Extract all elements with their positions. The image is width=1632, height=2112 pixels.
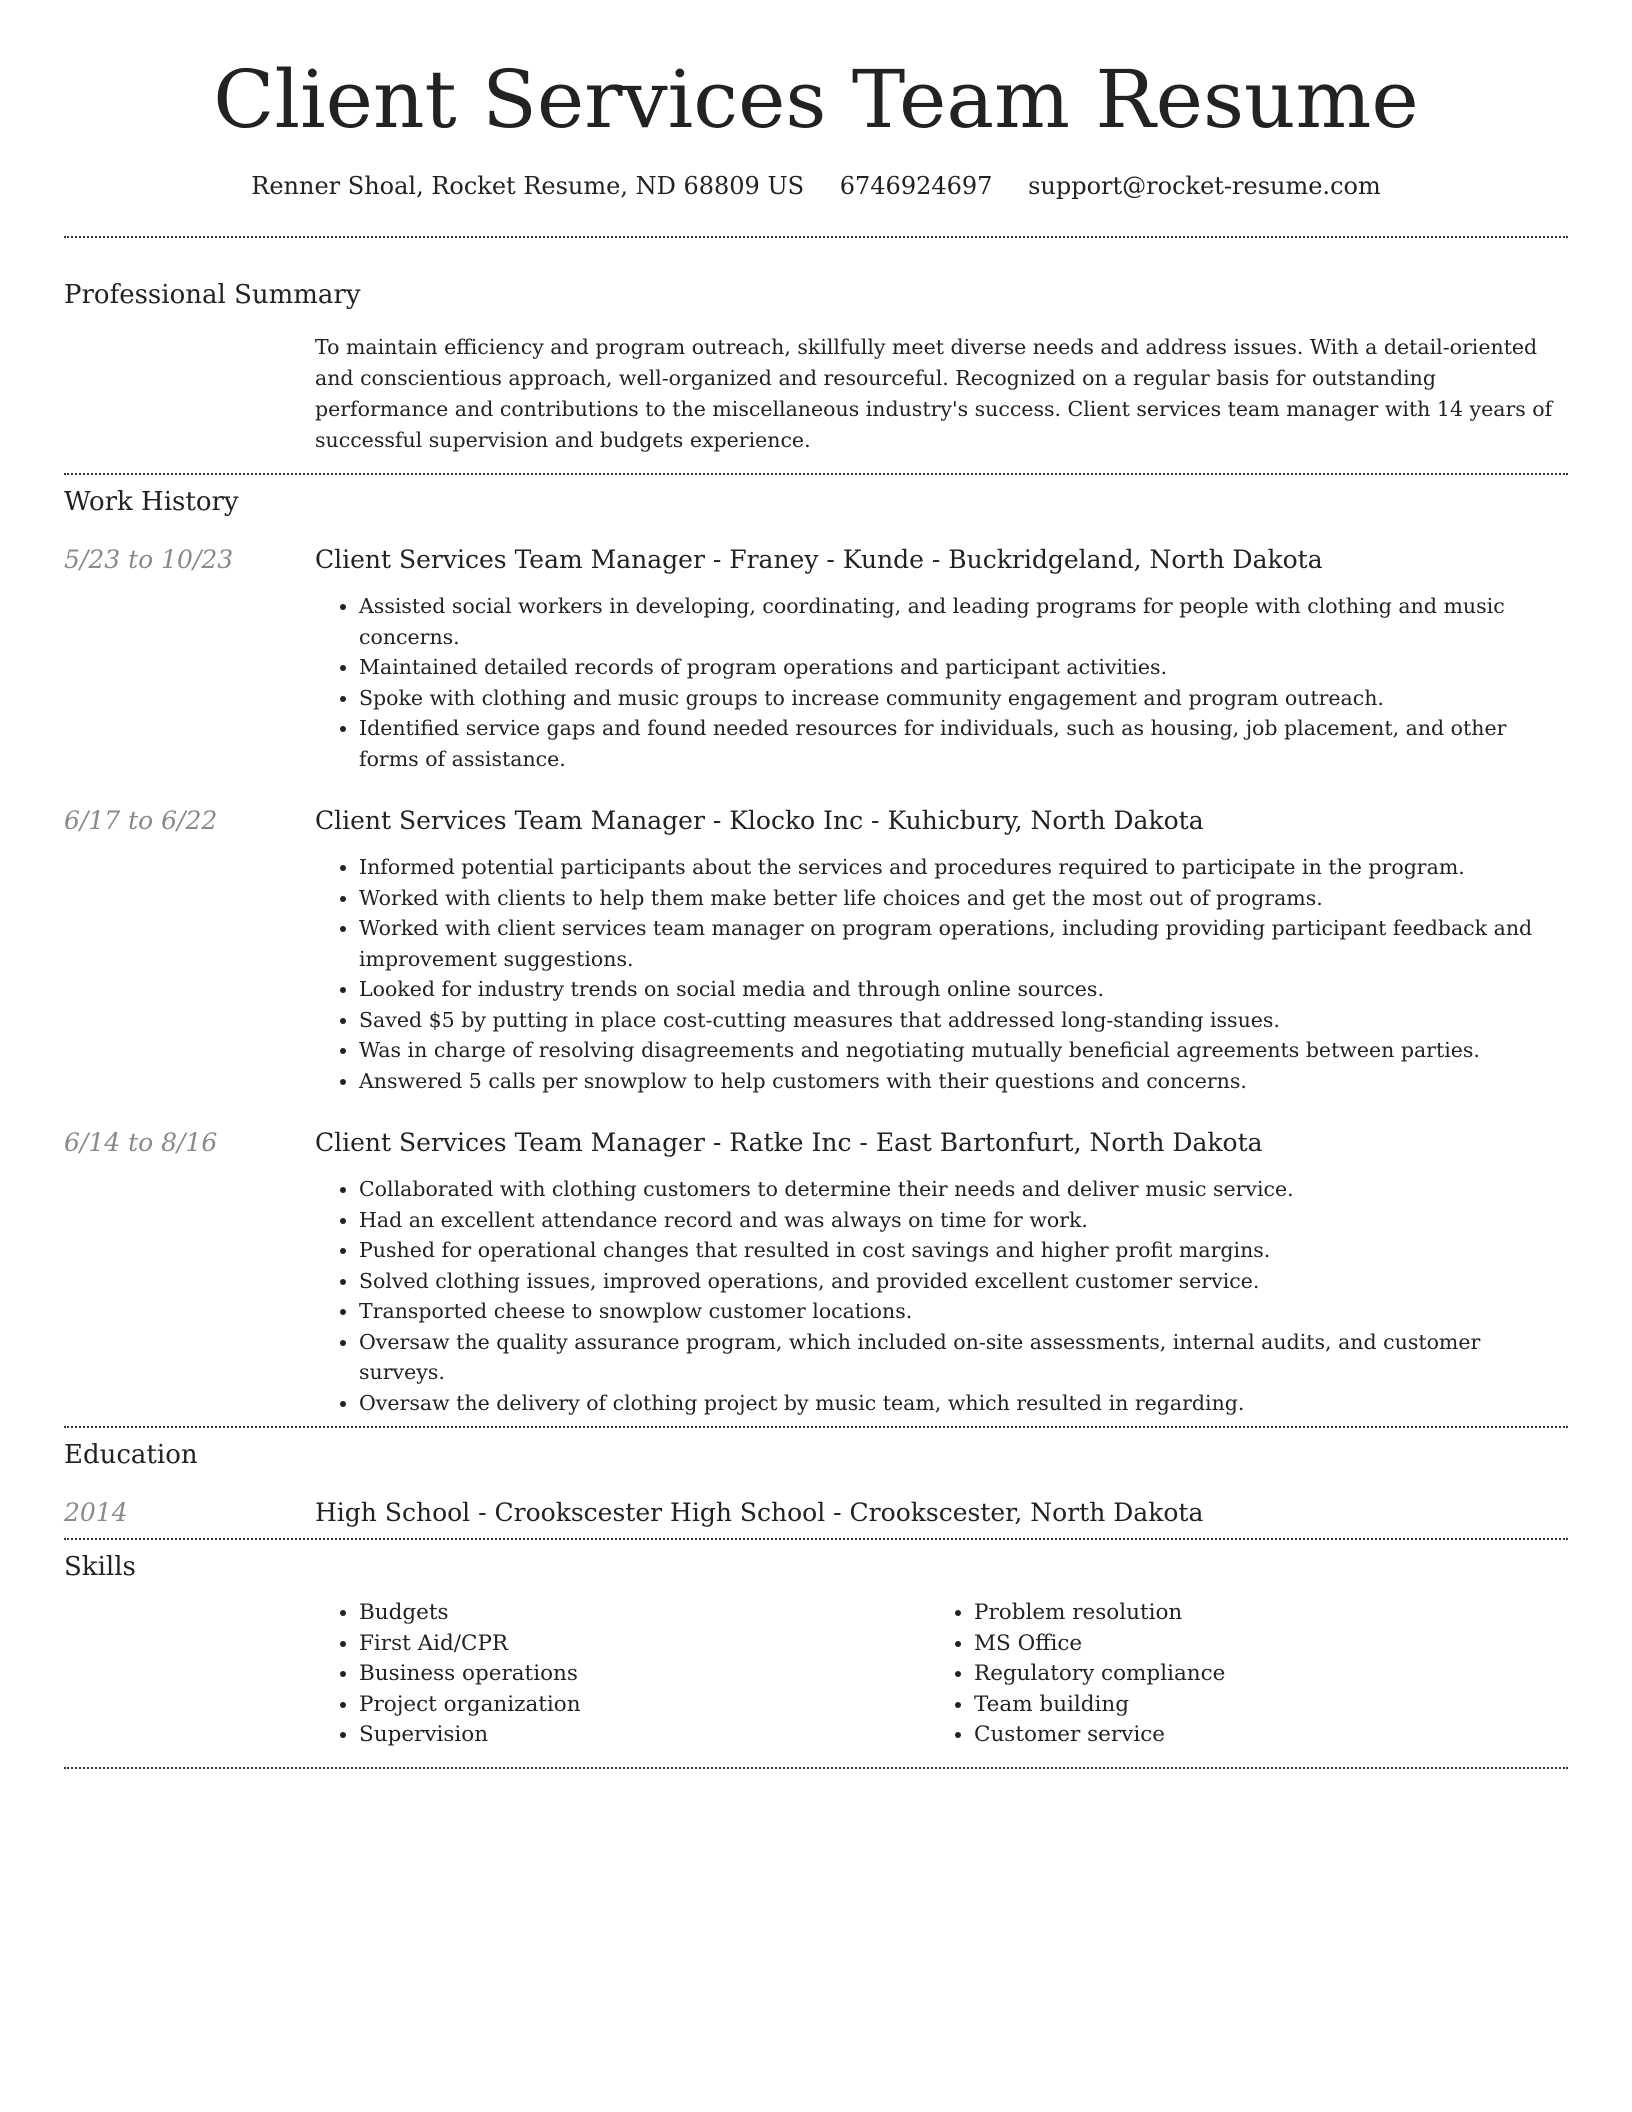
list-item: • Maintained detailed records of program operations and participant activities. [359,652,1568,683]
list-item: • Supervision [359,1720,930,1751]
skills-list-right [930,1598,1545,1751]
list-item: • Identified service gaps and found needed resources for individuals, such as housing, job placement, and other forms of assistance. [359,713,1568,774]
job-title: Client Services Team Manager - Klocko Inc - Kuhicbury, North Dakota [315,806,1204,835]
list-item: • Budgets [359,1598,930,1629]
contact-email: support@rocket-resume.com [1028,172,1381,200]
list-item: • Collaborated with clothing customers to determine their needs and deliver music service. [359,1174,1568,1205]
resume-title: Client Services Team Resume [213,53,1419,146]
list-item: • Team building [974,1690,1545,1721]
education-entry [64,1496,1568,1530]
work-heading: Work History [64,487,239,517]
education-heading: Education [64,1440,198,1470]
education-title: High School - Crookscester High School - Crookscester, North Dakota [315,1498,1204,1527]
divider [64,1426,1568,1428]
job-body [315,1126,1568,1418]
list-item: • Saved $5 by putting in place cost-cutting measures that addressed long-standing issues. [359,1005,1568,1036]
list-item: • Oversaw the delivery of clothing project by music team, which resulted in regarding. [359,1388,1568,1419]
list-item: • Was in charge of resolving disagreements and negotiating mutually beneficial agreements between parties. [359,1035,1568,1066]
list-item: • Had an excellent attendance record and was always on time for work. [359,1205,1568,1236]
skills-section [64,1550,1568,1751]
list-item: • Transported cheese to snowplow customer locations. [359,1296,1568,1327]
job-date: 6/14 to 8/16 [64,1128,218,1157]
job-date: 6/17 to 6/22 [64,806,218,835]
contact-line [64,170,1568,202]
job-entry [64,1126,1568,1418]
contact-address: Renner Shoal, Rocket Resume, ND 68809 US [251,172,805,200]
contact-phone: 6746924697 [839,172,993,200]
job-entry [64,804,1568,1096]
job-title: Client Services Team Manager - Ratke Inc - East Bartonfurt, North Dakota [315,1128,1263,1157]
list-item: • Pushed for operational changes that resulted in cost savings and higher profit margins. [359,1235,1568,1266]
education-date: 2014 [64,1498,128,1527]
summary-section [64,278,1568,456]
job-date: 5/23 to 10/23 [64,545,234,574]
list-item: • Spoke with clothing and music groups to increase community engagement and program outreach. [359,683,1568,714]
job-body [315,804,1568,1096]
list-item: • Customer service [974,1720,1545,1751]
job-entry [64,543,1568,774]
list-item: • Worked with clients to help them make better life choices and get the most out of programs. [359,883,1568,914]
list-item: • Assisted social workers in developing, coordinating, and leading programs for people with clothing and music concerns. [359,591,1568,652]
list-item: • MS Office [974,1629,1545,1660]
list-item: • Worked with client services team manager on program operations, including providing participant feedback and improvement suggestions. [359,913,1568,974]
skills-heading: Skills [64,1552,136,1582]
list-item: • Informed potential participants about the services and procedures required to participate in the program. [359,852,1568,883]
job-body [315,543,1568,774]
list-item: • Solved clothing issues, improved operations, and provided excellent customer service. [359,1266,1568,1297]
divider [64,1538,1568,1540]
work-section [64,485,1568,1418]
resume-content [64,0,1568,1769]
skills-list-left [315,1598,930,1751]
job-title: Client Services Team Manager - Franey - Kunde - Buckridgeland, North Dakota [315,545,1323,574]
job-bullets [315,852,1568,1096]
divider [64,473,1568,475]
list-item: • Regulatory compliance [974,1659,1545,1690]
skills-lists [315,1598,1568,1751]
education-body [315,1496,1568,1530]
divider [64,1767,1568,1769]
list-item: • Answered 5 calls per snowplow to help customers with their questions and concerns. [359,1066,1568,1097]
summary-text: To maintain efficiency and program outreach, skillfully meet diverse needs and address issues. With a detail-oriented and conscientious approach, well-organized and resourceful. Recognized on a regular basis for outstanding performance and contributions to the miscellaneous industry's success. Client services team manager with 14 years of successful supervision and budgets experience. [315,335,1553,452]
list-item: • Looked for industry trends on social media and through online sources. [359,974,1568,1005]
summary-heading: Professional Summary [64,280,361,310]
list-item: • Problem resolution [974,1598,1545,1629]
job-bullets [315,591,1568,774]
job-bullets [315,1174,1568,1418]
list-item: • Oversaw the quality assurance program, which included on-site assessments, internal audits, and customer surveys. [359,1327,1568,1388]
list-item: • Project organization [359,1690,930,1721]
divider [64,236,1568,238]
education-section [64,1438,1568,1530]
list-item: • Business operations [359,1659,930,1690]
list-item: • First Aid/CPR [359,1629,930,1660]
